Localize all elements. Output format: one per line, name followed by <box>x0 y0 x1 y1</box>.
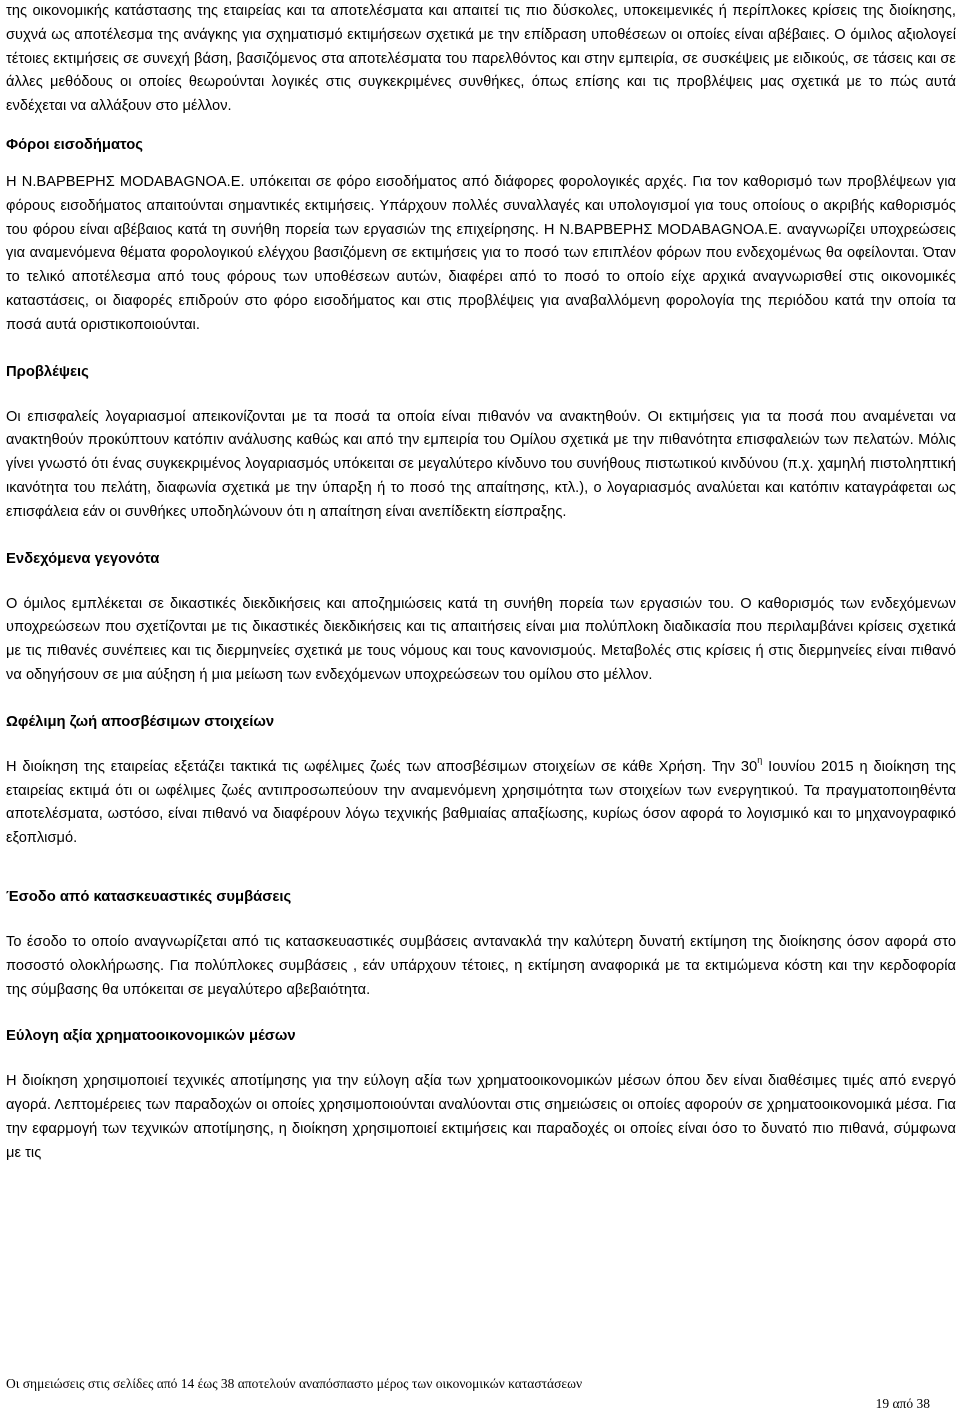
section-heading-provisions: Προβλέψεις <box>6 363 89 380</box>
ordinal-superscript: η <box>757 754 763 765</box>
intro-paragraph: της οικονομικής κατάστασης της εταιρείας και τα αποτελέσματα και απαιτεί τις πιο δύσκολες, υποκειμενικές ή περίπλοκες κρίσεις της διοίκησης, συχνά ως αποτέλεσμα της ανάγκης για σχηματισμό εκτιμήσεων σχετικά με την επίδραση υποθέσεων οι οποίες είναι αβέβαιες. Ο όμιλος αξιολογεί τέτοιες εκτιμήσεις σε συνεχή βάση, βασιζόμενος στα αποτελέσματα του παρελθόντος και στην εμπειρία, σε συσκέψεις με ειδικούς, σε τάσεις και σε άλλες μεθόδους οι οποίες θεωρούνται λογικές στις συγκεκριμένες συνθήκες, όπως επίσης και τις προβλέψεις μας σχετικά με το πώς αυτά ενδέχεται να αλλάξουν στο μέλλον. <box>6 3 956 115</box>
document-page <box>6 0 956 1166</box>
useful-life-text-start: Η διοίκηση της εταιρείας εξετάζει τακτικά τις ωφέλιμες ζωές των αποσβέσιμων στοιχείων σε κάθε Χρήση. Την 30 <box>6 758 758 775</box>
section-heading-useful-life: Ωφέλιμη ζωή αποσβέσιμων στοιχείων <box>6 713 275 730</box>
section-text-income-tax: Η Ν.ΒΑΡΒΕΡΗΣ MODABAGNOA.E. υπόκειται σε φόρο εισοδήματος από διάφορες φορολογικές αρχές. Για τον καθορισμό των προβλέψεων για φόρους εισοδήματος απαιτούνται σημαντικές εκτιμήσεις. Υπάρχουν πολλές συναλλαγές και υπολογισμοί για τους οποίους ο ακριβής καθορισμός του φόρου είναι αβέβαιος κατά τη συνήθη πορεία των εργασιών της επιχείρησης. Η Ν.ΒΑΡΒΕΡΗΣ MODABAGNOA.E. αναγνωρίζει υποχρεώσεις για αναμενόμενα θέματα φορολογικού ελέγχου βασιζόμενη σε εκτιμήσεις για το ποσό των επιπλέον φόρων που ενδεχομένως θα οφείλονται. Όταν το τελικό αποτέλεσμα από τους φόρους των υποθέσεων αυτών, διαφέρει από το ποσό το οποίο είχε αρχικά αναγνωρισθεί στις οικονομικές καταστάσεις, οι διαφορές επιδρούν στο φόρο εισοδήματος και στις προβλέψεις για αναβαλλόμενη φορολογία της περιόδου κατά την οποία τα ποσά αυτά οριστικοποιούνται. <box>6 173 956 333</box>
section-text-contingencies: Ο όμιλος εμπλέκεται σε δικαστικές διεκδικήσεις και αποζημιώσεις κατά τη συνήθη πορεία των εργασιών του. Ο καθορισμός των ενδεχόμενων υποχρεώσεων που σχετίζονται με τις δικαστικές διεκδικήσεις και τις απαιτήσεις είναι μια πολύπλοκη διαδικασία που περιλαμβάνει κρίσεις σχετικά με τις πιθανές συνέπειες και τις διερμηνείες σχετικά με τους νόμους και τους κανονισμούς. Μεταβολές στις κρίσεις ή στις διερμηνείες είναι πιθανό να οδηγήσουν σε μια αύξηση ή μια μείωση των ενδεχόμενων υποχρεώσεων του ομίλου στο μέλλον. <box>6 595 956 683</box>
section-text-useful-life <box>6 756 956 851</box>
section-heading-fair-value: Εύλογη αξία χρηματοοικονομικών μέσων <box>6 1028 296 1045</box>
section-text-fair-value: Η διοίκηση χρησιμοποιεί τεχνικές αποτίμησης για την εύλογη αξία των χρηματοοικονομικών μέσων όπου δεν είναι διαθέσιμες τιμές από ενεργό αγορά. Λεπτομέρειες των παραδοχών οι οποίες χρησιμοποιούνται αναλύονται στις σημειώσεις οι οποίες αφορούν σε χρηματοοικονομικά μέσα. Για την εφαρμογή των τεχνικών αποτίμησης, η διοίκηση χρησιμοποιεί εκτιμήσεις και παραδοχές οι οποίες είναι όσο το δυνατό πιο πιθανά, σύμφωνα με τις <box>6 1073 956 1161</box>
section-text-construction-revenue: Το έσοδο το οποίο αναγνωρίζεται από τις κατασκευαστικές συμβάσεις αντανακλά την καλύτερη δυνατή εκτίμηση της διοίκησης όσον αφορά στο ποσοστό ολοκλήρωσης. Για πολύπλοκες συμβάσεις , εάν υπάρχουν τέτοιες, η εκτίμηση αναφορικά με τα εκτιμώμενα κόστη και την κερδοφορία της σύμβασης θα υπόκειται σε μεγαλύτερο αβεβαιότητα. <box>6 933 956 998</box>
section-heading-contingencies: Ενδεχόμενα γεγονότα <box>6 550 160 567</box>
useful-life-text-end: Ιουνίου 2015 η διοίκηση της εταιρείας εκτιμά ότι οι ωφέλιμες ζωές αντιπροσωπεύουν την αναμενόμενη χρησιμότητα των στοιχείων των ενεργητικού. Τα πραγματοποιηθέντα αποτελέσματα, ωστόσο, είναι πιθανό να διαφέρουν λόγω τεχνικής βαθμιαίας απαξίωσης, κυρίως όσον αφορά το λογισμικό και το μηχανογραφικό εξοπλισμό. <box>6 758 956 847</box>
section-heading-income-tax: Φόροι εισοδήματος <box>6 136 143 153</box>
page-number: 19 από 38 <box>875 1396 930 1411</box>
footer-note: Οι σημειώσεις στις σελίδες από 14 έως 38 αποτελούν αναπόσπαστο μέρος των οικονομικών καταστάσεων <box>6 1376 583 1391</box>
section-text-provisions: Οι επισφαλείς λογαριασμοί απεικονίζονται με τα ποσά τα οποία είναι πιθανόν να ανακτηθούν. Οι εκτιμήσεις για τα ποσά που αναμένεται να ανακτηθούν προκύπτουν κατόπιν ανάλυσης καθώς και από την εμπειρία του Ομίλου σχετικά με την πιθανότητα επισφαλειών των πελατών. Μόλις γίνει γνωστό ότι ένας συγκεκριμένος λογαριασμός υπόκειται σε μεγαλύτερο κίνδυνο του συνήθους πιστωτικού κινδύνου (π.χ. χαμηλή πιστοληπτική ικανότητα του πελάτη, διαφωνία σχετικά με την ύπαρξη ή το ποσό της απαίτησης, κτλ.), ο λογαριασμός αναλύεται και κατόπιν καταγράφεται ως επισφάλεια εάν οι συνθήκες υποδηλώνουν ότι η απαίτηση είναι ανεπίδεκτη είσπραξης. <box>6 408 956 520</box>
section-heading-construction-revenue: Έσοδο από κατασκευαστικές συμβάσεις <box>6 888 292 905</box>
